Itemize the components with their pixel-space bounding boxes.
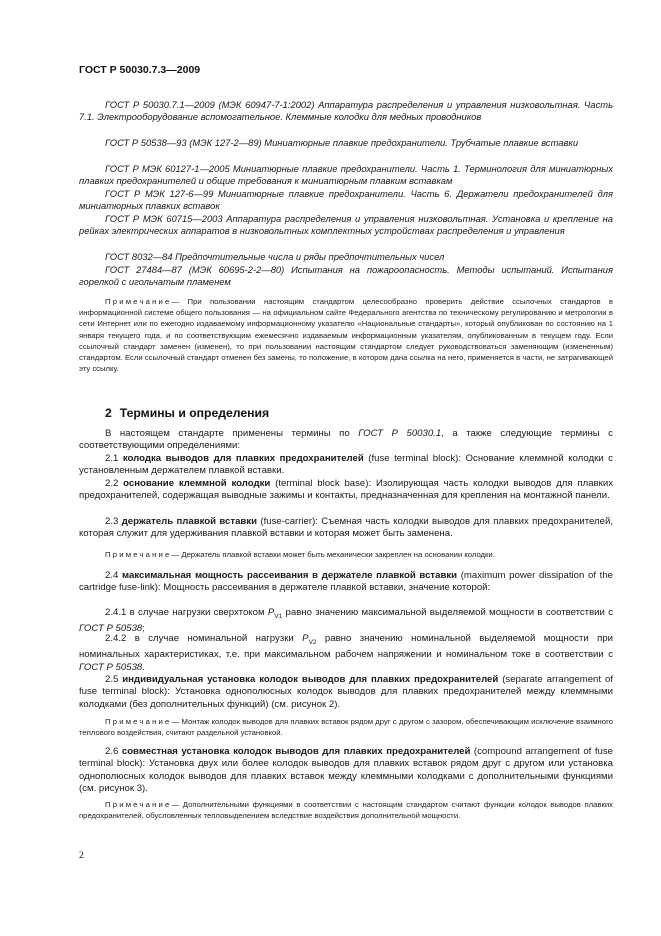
page-number: 2 <box>79 850 84 861</box>
note-label: Примечание <box>105 297 172 306</box>
term-2-5: 2.5 индивидуальная установка колодок выводов для плавких предохранителей (separate arrangement of fuse terminal block): Установка однополюсных колодок выводов для плавких предохранителей между клеммными колодками (без дополнительных функций) (см. рисунок 2). <box>79 674 613 710</box>
reference-item: ГОСТ Р МЭК 60715—2003 Аппаратура распределения и управления низковольтная. Установка и крепление на рейках электрических аппаратов в низковольтных комплектных устройствах распределения и управления <box>79 213 613 237</box>
term-2-6: 2.6 совместная установка колодок выводов для плавких предохранителей (compound arrangement of fuse terminal block): Установка двух или более колодок выводов для плавких вставок рядом друг с другом или установка однополюсных колодок выводов для плавких вставок между клеммными колодками с дополнительными функциями (см. рисунок 3). <box>79 746 613 795</box>
note-paragraph: Примечание— Дополнительными функциями в соответствии с настоящим стандартом считают функции колодок выводов плавких предохранителей, обусловленных тепловыделением вследствие воздействия дополнительной мощности. <box>79 800 613 821</box>
intro-paragraph: В настоящем стандарте применены термины по ГОСТ Р 50030.1, а также следующие термины с соответствующими определениями: <box>79 428 613 452</box>
document-header: ГОСТ Р 50030.7.3—2009 <box>79 64 201 76</box>
term-2-4-1: 2.4.1 в случае нагрузки сверхтоком $P_{V1}$ равно значению максимальной выделяемой мощности в соответствии с ГОСТ Р 50538; <box>79 607 613 635</box>
term-2-1: 2.1 колодка выводов для плавких предохранителей (fuse terminal block): Основание клеммной колодки с установленным держателем плавкой вставки. <box>79 453 613 477</box>
reference-item: ГОСТ Р МЭК 127-6—99 Миниатюрные плавкие предохранители. Часть 6. Держатели предохранителей для миниатюрных плавких вставок <box>79 188 613 212</box>
note-paragraph: Примечание— Держатель плавкой вставки может быть механически закреплен на основании колодки. <box>105 550 495 559</box>
term-2-3: 2.3 держатель плавкой вставки (fuse-carrier): Съемная часть колодки выводов для плавких предохранителей, которая служит для удерживания плавкой вставки и которая может быть заменена. <box>79 516 613 540</box>
note-paragraph: Примечание— Монтаж колодок выводов для плавких вставок рядом друг с другом с зазором, обеспечивающим исключение взаимного теплового воздействия, считают раздельной установкой. <box>79 717 613 738</box>
reference-item: ГОСТ Р МЭК 60127-1—2005 Миниатюрные плавкие предохранители. Часть 1. Терминология для миниатюрных плавких предохранителей и общие требования к миниатюрным плавким вставкам <box>79 163 613 187</box>
section-heading: 2 Термины и определения <box>105 406 270 420</box>
reference-item: ГОСТ 27484—87 (МЭК 60695-2-2—80) Испытания на пожароопасность. Методы испытаний. Испытания горелкой с игольчатым пламенем <box>79 264 613 288</box>
reference-item: ГОСТ Р 50538—93 (МЭК 127-2—89) Миниатюрные плавкие предохранители. Трубчатые плавкие вставки <box>105 137 579 148</box>
note-paragraph: Примечание— При пользовании настоящим стандартом целесообразно проверить действие ссылочных стандартов в информационной системе общего пользования — на официальном сайте Федерального агентства по техническому регулированию и метрологии в сети Интернет или по ежегодно издаваемому информационному указателю «Национальные стандарты», который опубликован по состоянию на 1 января текущего года, и по соответствующим ежемесячно издаваемым информационным указателям, опубликованным в текущем году. Если ссылочный стандарт заменен (изменен), то при пользовании настоящим стандартом следует руководствоваться заменяющим (измененным) стандартом. Если ссылочный стандарт отменен без замены, то положение, в котором дана ссылка на него, применяется в части, не затрагивающей эту ссылку. <box>79 297 613 374</box>
reference-item: ГОСТ 8032—84 Предпочтительные числа и ряды предпочтительных чисел <box>105 251 445 262</box>
term-2-4: 2.4 максимальная мощность рассеивания в держателе плавкой вставки (maximum power dissipation of the cartridge fuse-link): Мощность рассеивания в держателе плавкой вставки, значение которой: <box>79 570 613 594</box>
term-2-2: 2.2 основание клеммной колодки (terminal block base): Изолирующая часть колодки выводов для плавких предохранителей, содержащая выводные зажимы и контакты, предназначенная для крепления на монтажной панели. <box>79 478 613 502</box>
reference-item: ГОСТ Р 50030.7.1—2009 (МЭК 60947-7-1:2002) Аппаратура распределения и управления низковольтная. Часть 7.1. Электрооборудование вспомогательное. Клеммные колодки для медных проводников <box>79 99 613 123</box>
term-2-4-2: 2.4.2 в случае номинальной нагрузки $P_{V2}$ равно значению номинальной выделяемой мощности при номинальных характеристиках, т.е. при максимальном рабочем напряжении и номинальном токе в соответствии с ГОСТ Р 50538. <box>79 633 613 673</box>
